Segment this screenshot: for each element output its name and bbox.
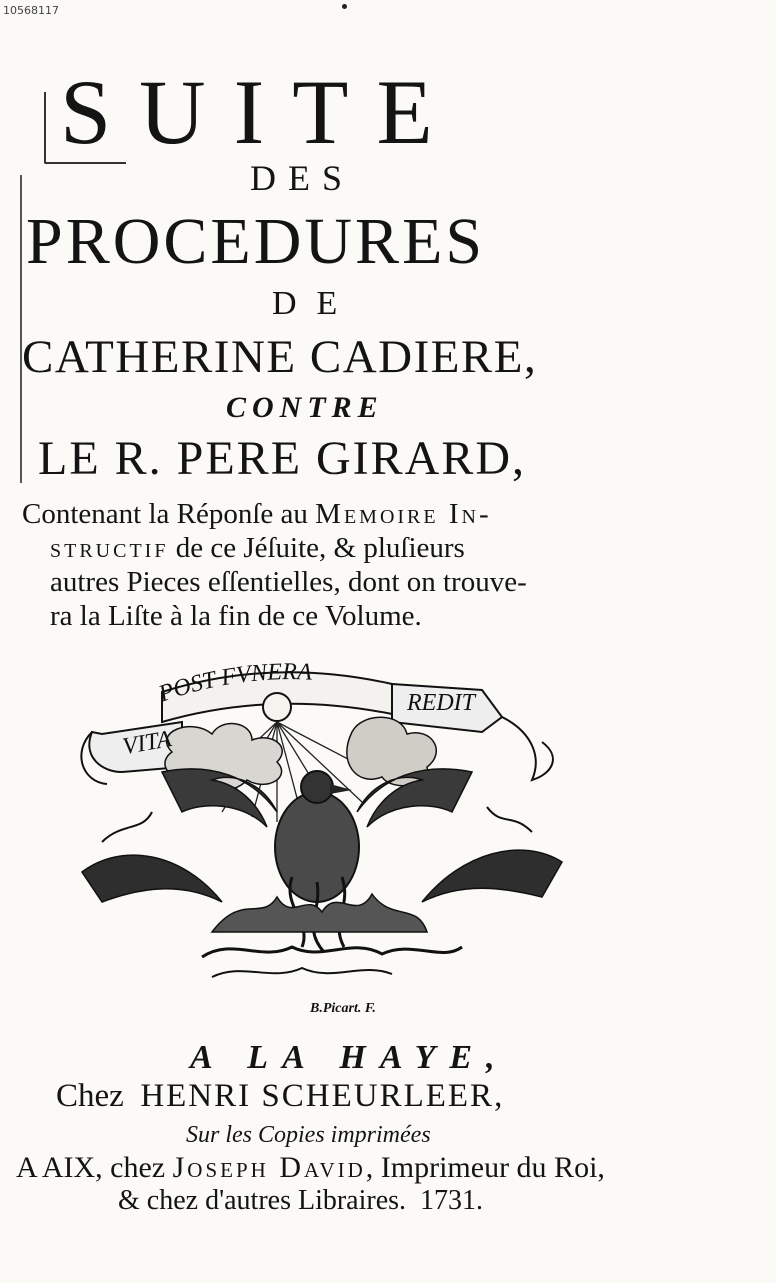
description-smallcaps: structif xyxy=(50,532,169,564)
imprint-printer-title: , Imprimeur du Roi, xyxy=(365,1151,605,1184)
description-line-2 xyxy=(50,532,650,565)
imprint-place: A LA HAYE, xyxy=(190,1039,509,1076)
imprint-printer-name: Joseph David xyxy=(172,1151,366,1184)
ribbon-bottom xyxy=(202,947,462,977)
imprint-copies: Sur les Copies imprimées xyxy=(186,1122,431,1148)
title-procedures: PROCEDURES xyxy=(26,205,486,278)
description-smallcaps: Memoire In- xyxy=(315,498,492,530)
imprint-booksellers: & chez d'autres Libraires. xyxy=(118,1185,407,1216)
ink-dot xyxy=(342,4,347,9)
title-pere-girard: LE R. PERE GIRARD, xyxy=(38,432,527,485)
margin-rule xyxy=(20,175,22,483)
catalog-id: 10568117 xyxy=(3,4,59,17)
description-text: de ce Jéſuite, & pluſieurs xyxy=(168,532,465,564)
motto-right: REDIT xyxy=(407,690,475,716)
imprint-booksellers-line xyxy=(118,1184,638,1218)
imprint-chez: Chez xyxy=(56,1078,124,1114)
description-line-4: ra la Liſte à la fin de ce Volume. xyxy=(50,600,422,632)
title-contre: CONTRE xyxy=(226,391,384,424)
motto-left: VITA xyxy=(120,726,174,761)
description-line-1 xyxy=(22,498,622,531)
motto-top: POST FVNERA xyxy=(155,662,313,708)
title-de: DE xyxy=(272,285,358,322)
title-suite: SUITE xyxy=(60,61,461,163)
description-line-3: autres Pieces eſſentielles, dont on trouve- xyxy=(50,566,527,598)
imprint-aix: A AIX, chez xyxy=(16,1151,173,1184)
imprint-aix-line xyxy=(16,1150,636,1186)
title-catherine-cadiere: CATHERINE CADIERE, xyxy=(22,331,538,383)
title-des: DES xyxy=(250,158,355,198)
imprint-publisher-line xyxy=(56,1077,616,1115)
engraver-signature: B.Picart. F. xyxy=(310,1001,376,1016)
imprint-year: 1731. xyxy=(420,1185,484,1216)
phoenix-vignette xyxy=(62,662,582,1022)
description-text: Contenant la Réponſe au xyxy=(22,498,316,530)
imprint-publisher: HENRI SCHEURLEER, xyxy=(140,1078,505,1114)
